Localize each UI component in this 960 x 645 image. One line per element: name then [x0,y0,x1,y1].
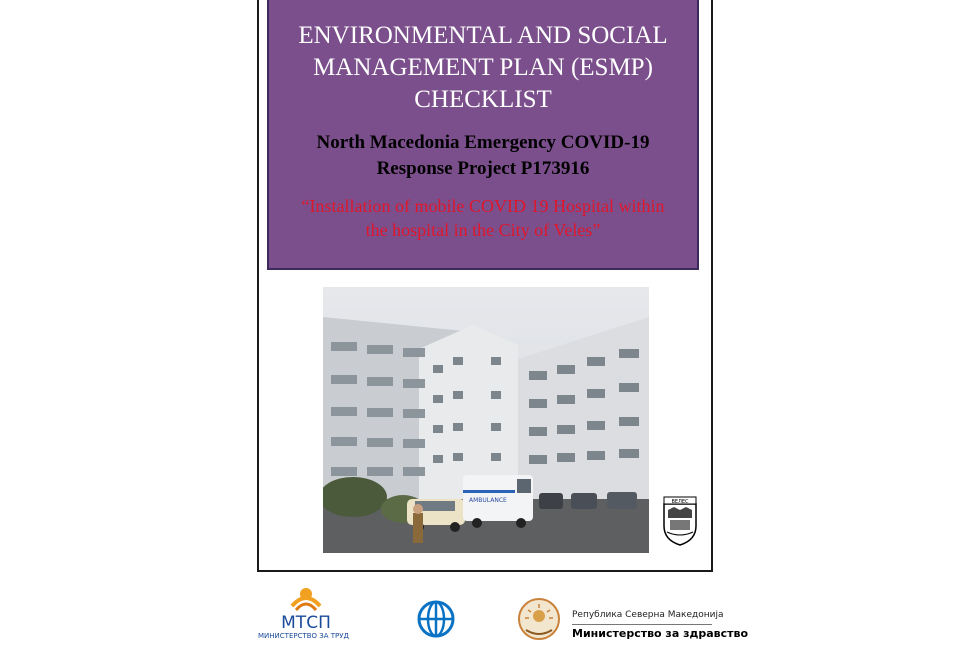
veles-crest [662,496,698,546]
project-quote: “Installation of mobile COVID 19 Hospital within the hospital in the City of Veles” [301,196,665,240]
divider [572,624,712,625]
crest-label: ВЕЛЕС [671,499,689,505]
ministry-label: Министерство за здравство [572,627,749,640]
ambulance-label: AMBULANCE [469,497,507,504]
republic-label: Република Северна Македонија [572,610,724,620]
mtsp-acronym: МТСП [281,613,331,633]
project-subtitle: North Macedonia Emergency COVID-19 Response Project P173916 [316,132,650,179]
mtsp-caption: МИНИСТЕРСТВО ЗА ТРУД [258,632,350,640]
document-title: ENVIRONMENTAL AND SOCIAL MANAGEMENT PLAN (ESMP) CHECKLIST [298,22,668,113]
title-box [267,0,699,270]
macedonia-emblem [516,596,562,640]
hospital-photo [323,287,649,553]
world-bank-logo [416,599,456,640]
